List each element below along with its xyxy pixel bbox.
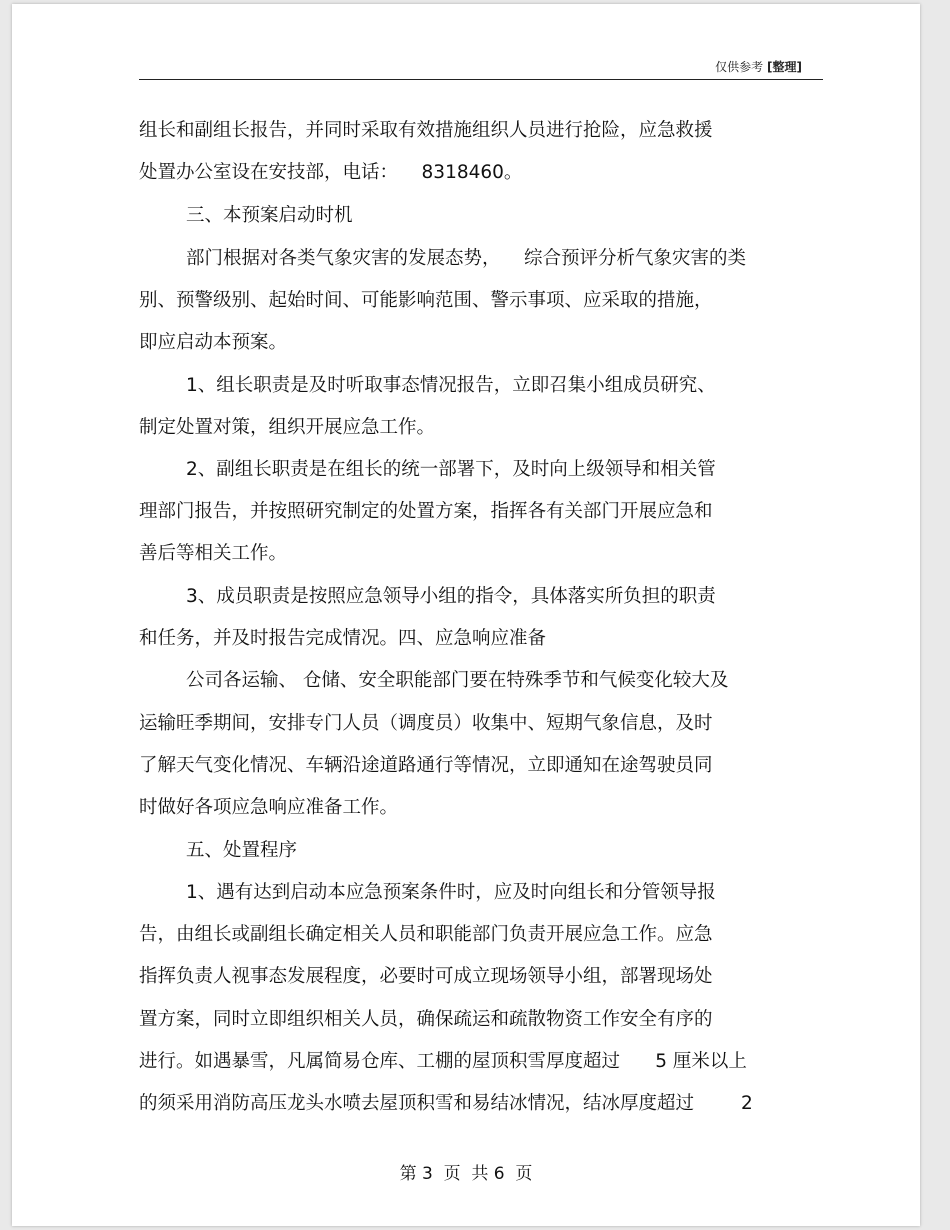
header-tag: [整理]: [767, 60, 802, 74]
page-header: [715, 58, 802, 75]
body-line: 告，由组长或副组长确定相关人员和职能部门负责开展应急工作。应急: [139, 924, 713, 945]
body-line: 和任务，并及时报告完成情况。四、应急响应准备: [139, 628, 547, 649]
body-line: 部门根据对各类气象灾害的发展态势， 综合预评分析气象灾害的类: [186, 248, 747, 269]
header-note: 仅供参考: [715, 60, 764, 74]
body-line: 组长和副组长报告，并同时采取有效措施组织人员进行抢险，应急救援: [139, 120, 713, 141]
body-line: 公司各运输、 仓储、安全职能部门要在特殊季节和气候变化较大及: [186, 670, 729, 691]
body-line: 1、遇有达到启动本应急预案条件时，应及时向组长和分管领导报: [186, 882, 716, 903]
body-line: 3、成员职责是按照应急领导小组的指令，具体落实所负担的职责: [186, 586, 716, 607]
section-heading: 三、本预案启动时机: [186, 205, 353, 226]
body-line: 置方案，同时立即组织相关人员，确保疏运和疏散物资工作安全有序的: [139, 1009, 713, 1030]
body-line: 别、预警级别、起始时间、可能影响范围、警示事项、应采取的措施，: [139, 290, 713, 311]
body-line: 制定处置对策，组织开展应急工作。: [139, 417, 436, 438]
header-rule: [139, 79, 823, 80]
body-line: 善后等相关工作。: [139, 543, 288, 564]
body-line: 时做好各项应急响应准备工作。: [139, 797, 399, 818]
body-line: 2、副组长职责是在组长的统一部署下，及时向上级领导和相关管: [186, 459, 716, 480]
document-page: [12, 4, 920, 1226]
body-line: 理部门报告，并按照研究制定的处置方案，指挥各有关部门开展应急和: [139, 501, 713, 522]
body-line: 了解天气变化情况、车辆沿途道路通行等情况，立即通知在途驾驶员同: [139, 755, 713, 776]
page-footer: 第 3 页 共 6 页: [399, 1164, 533, 1184]
body-line: 运输旺季期间，安排专门人员（调度员）收集中、短期气象信息，及时: [139, 713, 713, 734]
section-heading: 五、处置程序: [186, 840, 298, 861]
body-line: 处置办公室设在安技部，电话： 8318460。: [139, 162, 523, 183]
body-line: 的须采用消防高压龙头水喷去屋顶积雪和易结冰情况，结冰厚度超过 2: [139, 1093, 753, 1114]
body-line: 即应启动本预案。: [139, 332, 288, 353]
body-line: 指挥负责人视事态发展程度，必要时可成立现场领导小组，部署现场处: [139, 966, 713, 987]
body-line: 进行。如遇暴雪，凡属简易仓库、工棚的屋顶积雪厚度超过 5 厘米以上: [139, 1051, 747, 1072]
body-line: 1、组长职责是及时听取事态情况报告，立即召集小组成员研究、: [186, 375, 716, 396]
